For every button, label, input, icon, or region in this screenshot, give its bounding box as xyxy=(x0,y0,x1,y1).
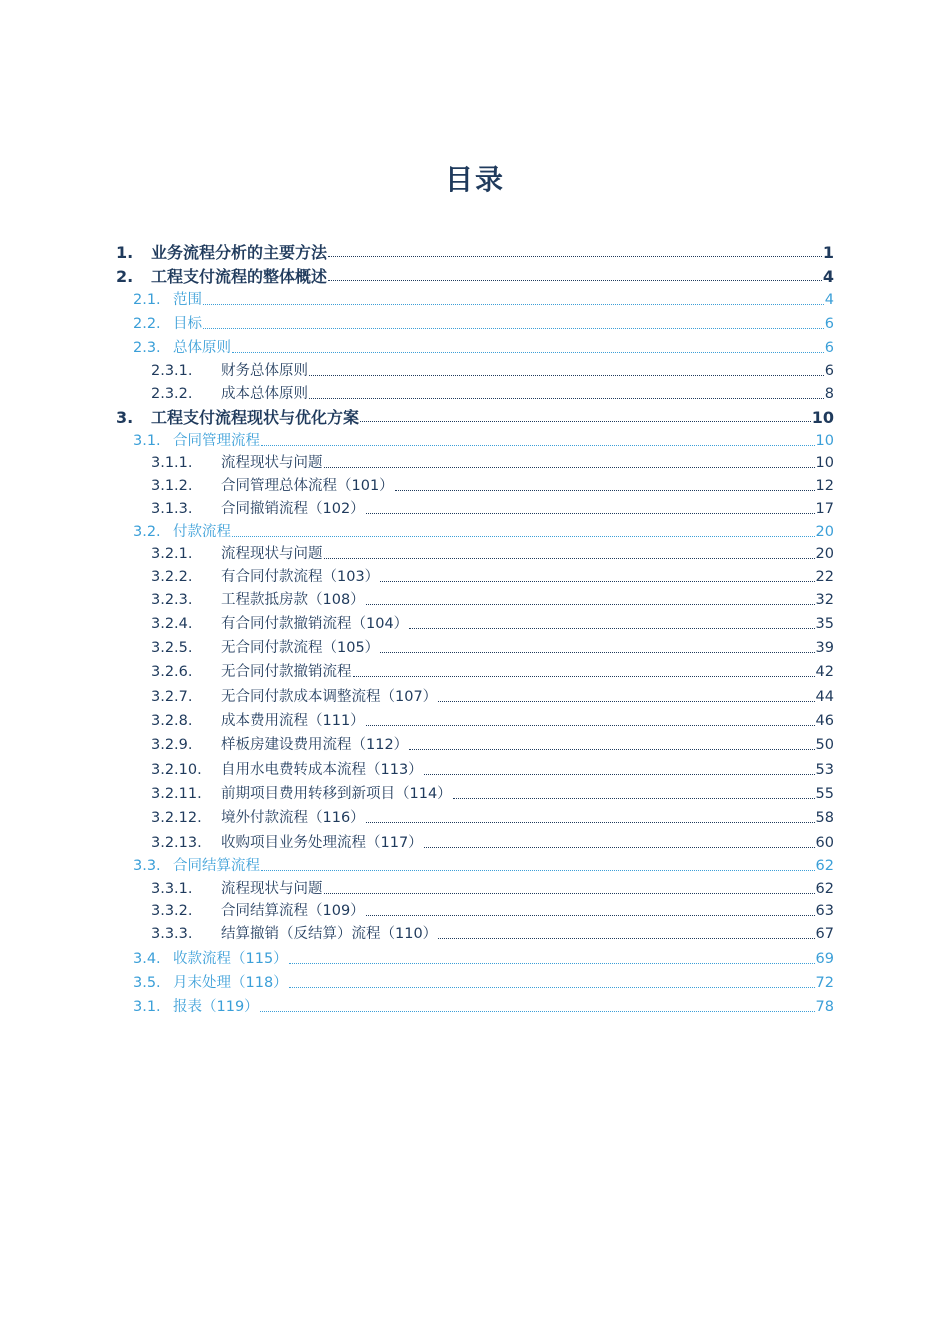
toc-entry-page: 20 xyxy=(815,546,834,562)
toc-entry[interactable] xyxy=(133,520,834,542)
toc-entry[interactable] xyxy=(133,995,834,1017)
toc-entry-page: 12 xyxy=(815,478,834,494)
toc-entry-title: 合同结算流程（109） xyxy=(221,903,365,919)
toc-entry-page: 6 xyxy=(824,316,834,332)
toc-leader-dots xyxy=(289,987,815,988)
toc-entry[interactable] xyxy=(151,565,834,587)
toc-entry-number: 3.1. xyxy=(133,999,161,1015)
toc-entry-title: 境外付款流程（116） xyxy=(221,810,365,826)
toc-entry-number: 2.3.1. xyxy=(151,363,193,379)
toc-entry-title: 流程现状与问题 xyxy=(221,546,323,562)
toc-entry-page: 46 xyxy=(815,713,834,729)
toc-entry-number: 2.1. xyxy=(133,292,161,308)
toc-leader-dots xyxy=(366,725,815,726)
toc-entry-number: 1. xyxy=(116,243,134,262)
toc-entry-page: 22 xyxy=(815,569,834,585)
toc-entry-page: 60 xyxy=(815,835,834,851)
toc-leader-dots xyxy=(366,513,815,514)
toc-leader-dots xyxy=(324,467,815,468)
toc-leader-dots xyxy=(366,915,815,916)
toc-entry-number: 3.1.2. xyxy=(151,478,193,494)
toc-entry-number: 3.1. xyxy=(133,433,161,449)
toc-entry-title: 有合同付款流程（103） xyxy=(221,569,380,585)
toc-entry-page: 20 xyxy=(815,524,834,540)
toc-entry-page: 78 xyxy=(815,999,834,1015)
toc-entry-title: 成本费用流程（111） xyxy=(221,713,365,729)
toc-leader-dots xyxy=(261,870,815,871)
toc-leader-dots xyxy=(424,847,815,848)
toc-entry-number: 3.2.8. xyxy=(151,713,193,729)
toc-entry-title: 收款流程（115） xyxy=(173,951,288,967)
toc-entry-number: 3.5. xyxy=(133,975,161,991)
toc-entry-page: 67 xyxy=(815,926,834,942)
toc-entry[interactable] xyxy=(151,831,834,853)
toc-entry[interactable] xyxy=(151,497,834,519)
toc-entry-number: 2.3. xyxy=(133,340,161,356)
toc-entry-title: 业务流程分析的主要方法 xyxy=(151,243,328,262)
toc-entry-number: 3.2.4. xyxy=(151,616,193,632)
toc-entry-number: 3.2.10. xyxy=(151,762,202,778)
toc-leader-dots xyxy=(232,536,815,537)
toc-entry-title: 收购项目业务处理流程（117） xyxy=(221,835,423,851)
toc-entry-title: 有合同付款撤销流程（104） xyxy=(221,616,409,632)
toc-entry-number: 3.3.1. xyxy=(151,881,193,897)
toc-entry-page: 32 xyxy=(815,592,834,608)
toc-leader-dots xyxy=(261,445,815,446)
toc-entry-title: 范围 xyxy=(173,292,202,308)
toc-leader-dots xyxy=(395,490,815,491)
toc-entry[interactable] xyxy=(133,429,834,451)
toc-entry-number: 3.1.1. xyxy=(151,455,193,471)
toc-entry-title: 报表（119） xyxy=(173,999,259,1015)
toc-entry-page: 10 xyxy=(815,433,834,449)
toc-leader-dots xyxy=(380,652,814,653)
toc-entry-number: 2. xyxy=(116,267,134,286)
toc-entry[interactable] xyxy=(151,709,834,731)
toc-leader-dots xyxy=(380,581,814,582)
toc-entry-number: 3.2.13. xyxy=(151,835,202,851)
toc-entry-number: 3.2.7. xyxy=(151,689,193,705)
toc-entry-page: 62 xyxy=(815,858,834,874)
toc-entry-title: 前期项目费用转移到新项目（114） xyxy=(221,786,452,802)
toc-entry-title: 自用水电费转成本流程（113） xyxy=(221,762,423,778)
toc-entry[interactable] xyxy=(133,854,834,876)
toc-entry[interactable] xyxy=(116,264,834,286)
toc-entry-number: 2.3.2. xyxy=(151,386,193,402)
toc-entry-page: 62 xyxy=(815,881,834,897)
toc-entry[interactable] xyxy=(151,685,834,707)
toc-entry-number: 3.1.3. xyxy=(151,501,193,517)
toc-leader-dots xyxy=(324,893,815,894)
toc-leader-dots xyxy=(353,676,815,677)
toc-entry[interactable] xyxy=(151,359,834,381)
toc-leader-dots xyxy=(438,701,814,702)
toc-entry[interactable] xyxy=(151,660,834,682)
toc-entry[interactable] xyxy=(151,782,834,804)
toc-leader-dots xyxy=(260,1011,815,1012)
toc-entry-title: 成本总体原则 xyxy=(221,386,308,402)
toc-entry-title: 合同管理流程 xyxy=(173,433,260,449)
toc-leader-dots xyxy=(366,604,815,605)
toc-leader-dots xyxy=(453,798,815,799)
toc-entry-page: 4 xyxy=(822,267,834,286)
toc-entry[interactable] xyxy=(151,542,834,564)
toc-entry[interactable] xyxy=(151,636,834,658)
toc-entry[interactable] xyxy=(151,612,834,634)
toc-title: 目录 xyxy=(444,163,505,196)
toc-entry[interactable] xyxy=(133,947,834,969)
toc-entry[interactable] xyxy=(116,240,834,262)
toc-entry-number: 3.4. xyxy=(133,951,161,967)
toc-entry-title: 流程现状与问题 xyxy=(221,455,323,471)
toc-entry-title: 合同管理总体流程（101） xyxy=(221,478,394,494)
toc-entry-title: 无合同付款流程（105） xyxy=(221,640,380,656)
toc-entry-title: 流程现状与问题 xyxy=(221,881,323,897)
toc-entry-number: 3.2.2. xyxy=(151,569,193,585)
toc-entry-title: 无合同付款成本调整流程（107） xyxy=(221,689,438,705)
toc-leader-dots xyxy=(309,375,824,376)
toc-entry-number: 3.2.3. xyxy=(151,592,193,608)
toc-entry-title: 付款流程 xyxy=(173,524,231,540)
toc-entry-page: 10 xyxy=(811,408,834,427)
toc-entry-page: 17 xyxy=(815,501,834,517)
toc-entry-page: 53 xyxy=(815,762,834,778)
toc-entry[interactable] xyxy=(151,877,834,899)
toc-entry-title: 合同结算流程 xyxy=(173,858,260,874)
toc-entry-number: 3.2.12. xyxy=(151,810,202,826)
toc-entry-title: 总体原则 xyxy=(173,340,231,356)
toc-entry-number: 3.2.9. xyxy=(151,737,193,753)
toc-leader-dots xyxy=(309,398,824,399)
toc-leader-dots xyxy=(203,328,824,329)
toc-entry-page: 6 xyxy=(824,363,834,379)
toc-entry-number: 3.2.11. xyxy=(151,786,202,802)
toc-leader-dots xyxy=(409,628,814,629)
toc-entry-title: 工程支付流程的整体概述 xyxy=(151,267,328,286)
toc-entry[interactable] xyxy=(151,588,834,610)
toc-entry[interactable] xyxy=(151,382,834,404)
toc-entry-title: 工程款抵房款（108） xyxy=(221,592,365,608)
toc-entry-number: 3.3.3. xyxy=(151,926,193,942)
toc-entry-title: 合同撤销流程（102） xyxy=(221,501,365,517)
toc-entry-number: 3.2.6. xyxy=(151,664,193,680)
toc-entry-page: 50 xyxy=(815,737,834,753)
toc-entry-page: 69 xyxy=(815,951,834,967)
toc-entry-title: 结算撤销（反结算）流程（110） xyxy=(221,926,438,942)
toc-entry[interactable] xyxy=(151,806,834,828)
toc-leader-dots xyxy=(203,304,824,305)
toc-entry-number: 3.2.1. xyxy=(151,546,193,562)
toc-leader-dots xyxy=(328,256,822,257)
toc-leader-dots xyxy=(424,774,815,775)
toc-entry-number: 3.3. xyxy=(133,858,161,874)
toc-leader-dots xyxy=(366,822,815,823)
toc-leader-dots xyxy=(289,963,815,964)
toc-leader-dots xyxy=(324,558,815,559)
toc-entry-page: 55 xyxy=(815,786,834,802)
toc-entry-title: 工程支付流程现状与优化方案 xyxy=(151,408,360,427)
toc-entry[interactable] xyxy=(151,451,834,473)
toc-entry-page: 1 xyxy=(822,243,834,262)
toc-entry-page: 35 xyxy=(815,616,834,632)
toc-entry[interactable] xyxy=(133,312,834,334)
toc-entry-page: 58 xyxy=(815,810,834,826)
toc-entry[interactable] xyxy=(133,336,834,358)
toc-entry-title: 样板房建设费用流程（112） xyxy=(221,737,409,753)
toc-entry[interactable] xyxy=(151,733,834,755)
toc-entry-page: 42 xyxy=(815,664,834,680)
toc-entry-page: 4 xyxy=(824,292,834,308)
toc-leader-dots xyxy=(438,938,814,939)
toc-entry-page: 72 xyxy=(815,975,834,991)
toc-entry-page: 10 xyxy=(815,455,834,471)
toc-entry-page: 63 xyxy=(815,903,834,919)
toc-leader-dots xyxy=(409,749,814,750)
toc-entry-number: 3.2.5. xyxy=(151,640,193,656)
toc-entry-page: 39 xyxy=(815,640,834,656)
toc-entry-title: 财务总体原则 xyxy=(221,363,308,379)
toc-entry[interactable] xyxy=(151,922,834,944)
toc-leader-dots xyxy=(328,280,822,281)
toc-entry-page: 44 xyxy=(815,689,834,705)
toc-entry-page: 6 xyxy=(824,340,834,356)
toc-entry[interactable] xyxy=(133,971,834,993)
toc-entry-number: 3.3.2. xyxy=(151,903,193,919)
toc-entry-page: 8 xyxy=(824,386,834,402)
toc-leader-dots xyxy=(360,421,811,422)
toc-entry-number: 2.2. xyxy=(133,316,161,332)
toc-entry[interactable] xyxy=(151,474,834,496)
toc-entry[interactable] xyxy=(151,758,834,780)
toc-entry-title: 月末处理（118） xyxy=(173,975,288,991)
toc-entry[interactable] xyxy=(133,288,834,310)
toc-entry[interactable] xyxy=(151,899,834,921)
toc-entry[interactable] xyxy=(116,405,834,427)
toc-entry-title: 无合同付款撤销流程 xyxy=(221,664,352,680)
toc-leader-dots xyxy=(232,352,824,353)
toc-entry-number: 3.2. xyxy=(133,524,161,540)
toc-entry-number: 3. xyxy=(116,408,134,427)
toc-entry-title: 目标 xyxy=(173,316,202,332)
